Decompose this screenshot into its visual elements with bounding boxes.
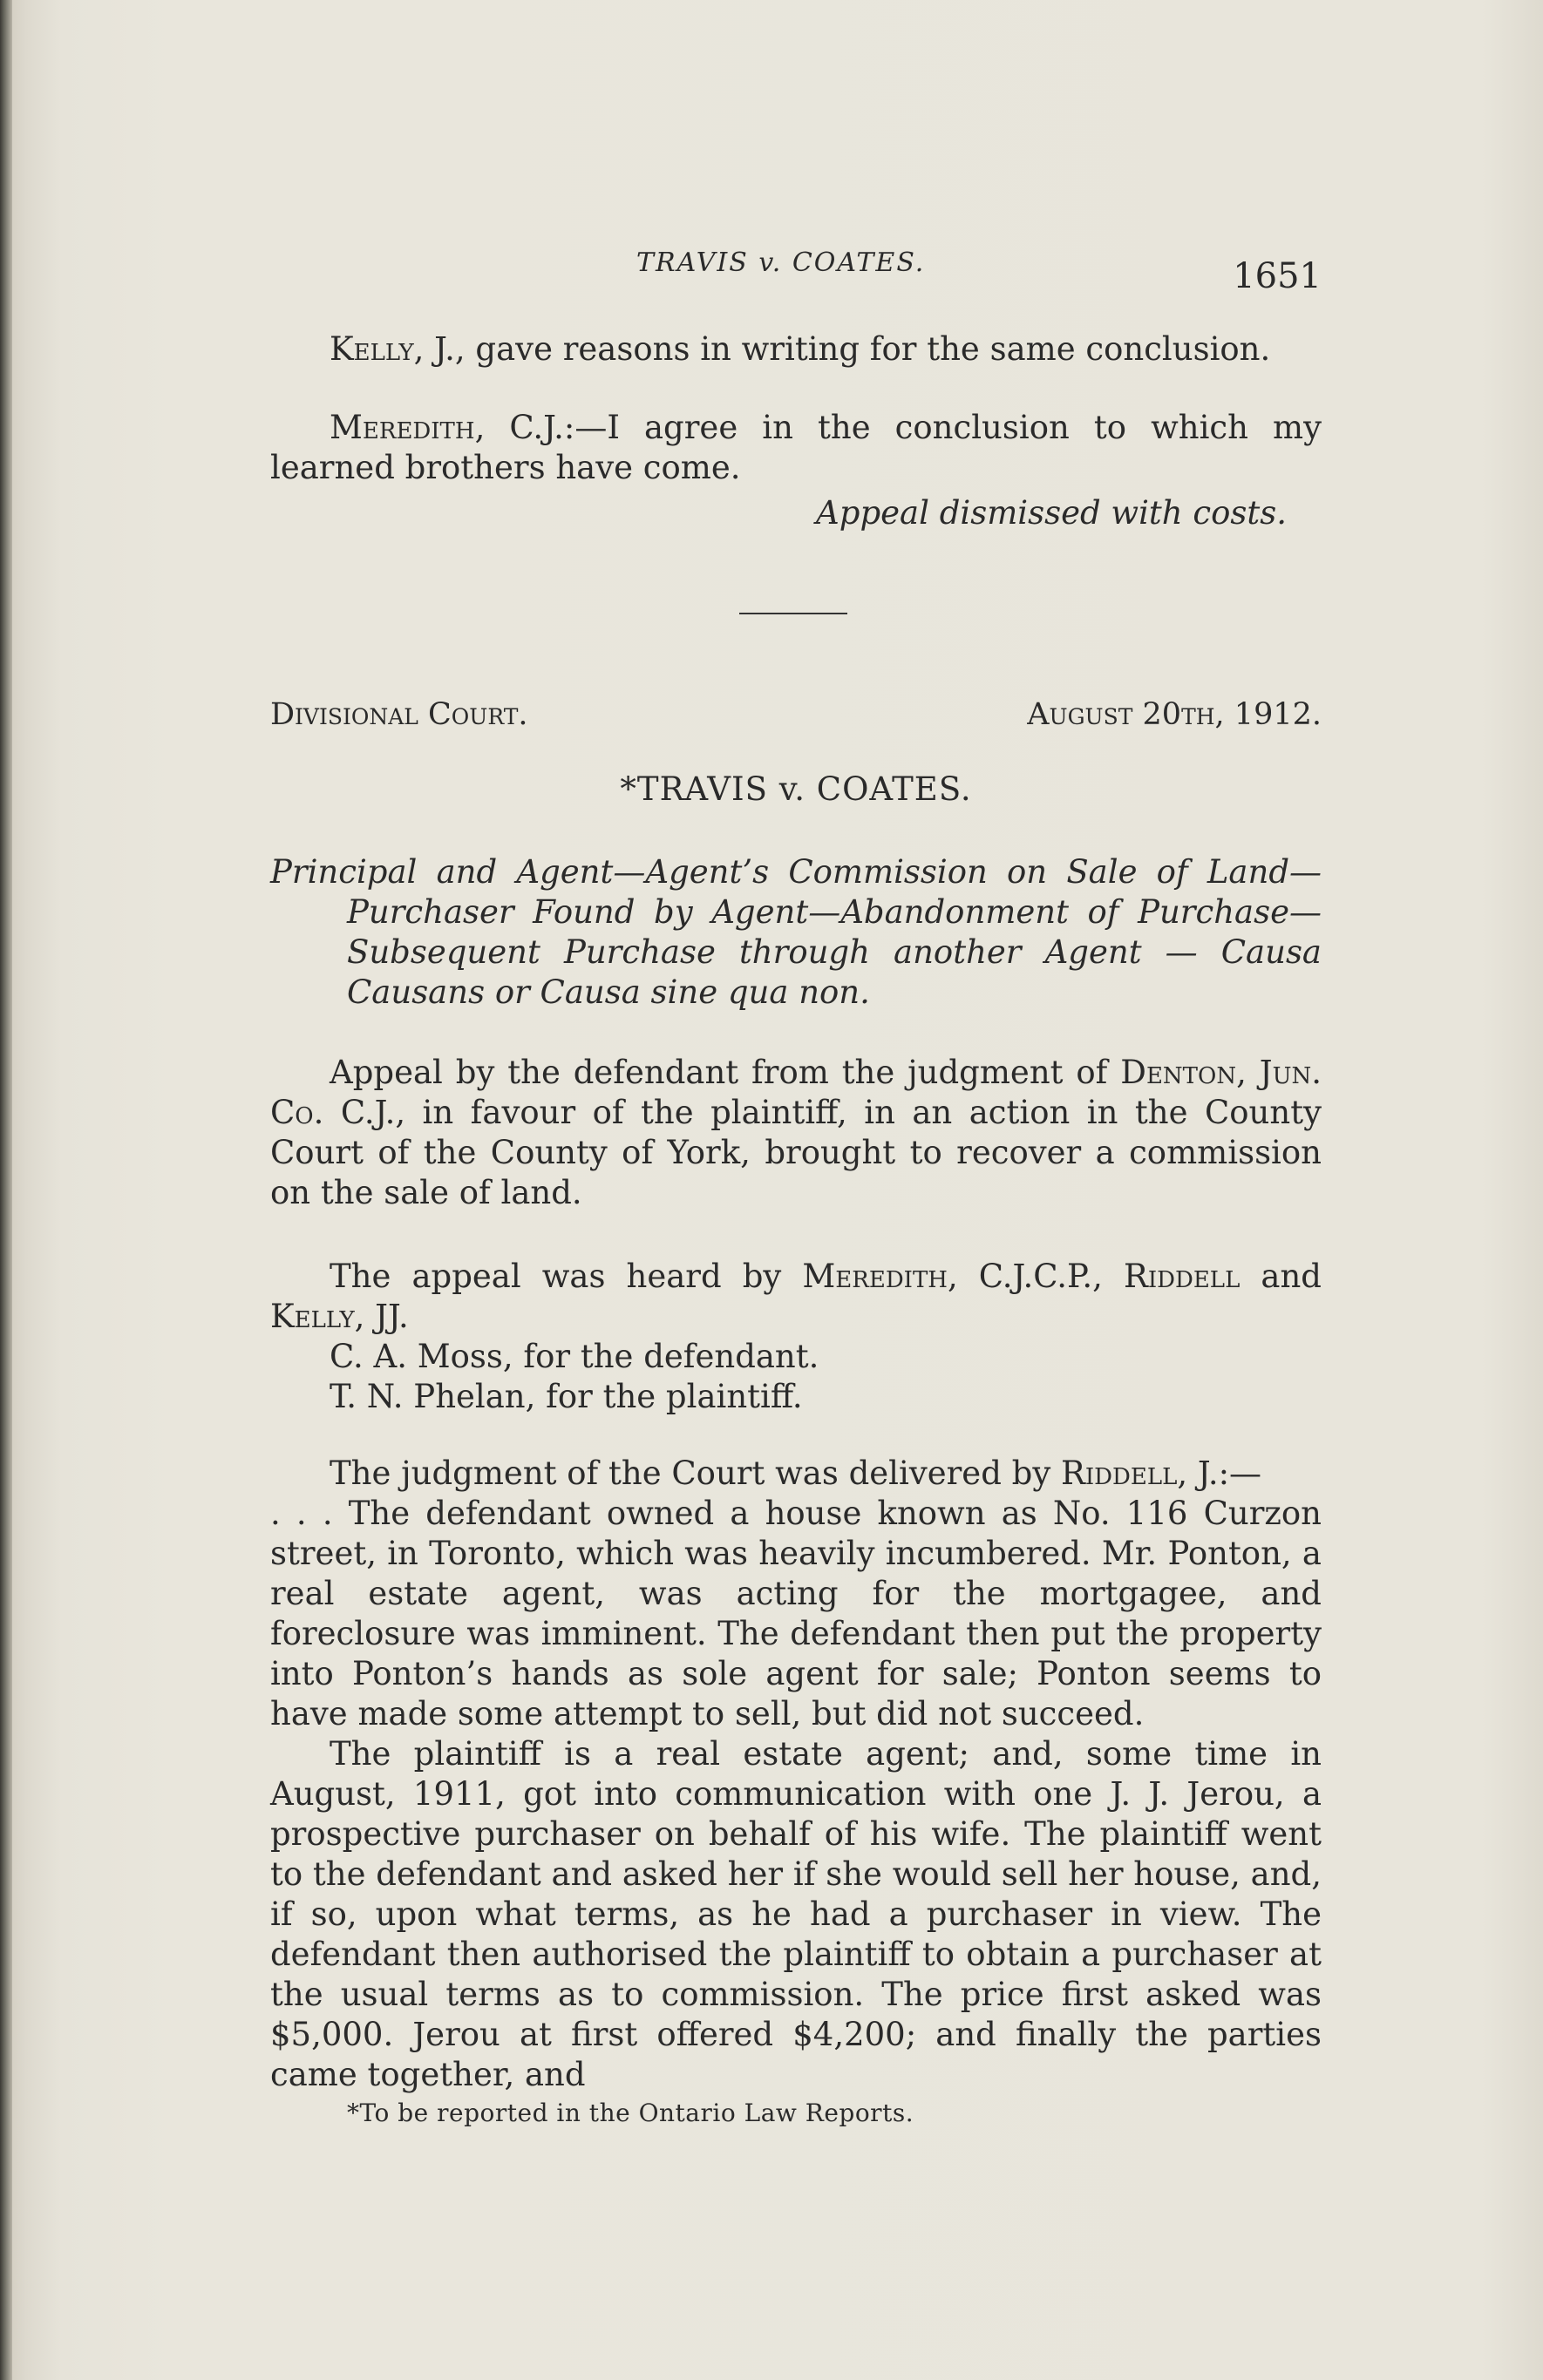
headnote: [270, 852, 1322, 1013]
text-run: and: [1240, 1258, 1322, 1295]
opinion-text: , J., gave reasons in writing for the same conclusion.: [413, 330, 1271, 368]
footnote: *To be reported in the Ontario Law Reports.: [347, 2099, 914, 2127]
judge-name: Meredith, C.J.C.P.: [802, 1258, 1093, 1295]
text-run: :—: [1218, 1454, 1262, 1492]
text-run: , in favour of the plaintiff, in an action in the County Court of the County of York, brought to recover a commission on the sale of land.: [270, 1094, 1322, 1211]
appeal-text: [270, 1053, 1322, 1213]
hearing-text: [270, 1257, 1322, 1337]
running-head: [270, 241, 1322, 296]
section-divider-rule: [739, 613, 847, 614]
text-run: The judgment of the Court was delivered by: [330, 1454, 1062, 1492]
judge-name: Riddell: [1124, 1258, 1241, 1295]
case-title: *TRAVIS v. COATES.: [620, 770, 972, 808]
disposition: Appeal dismissed with costs.: [816, 494, 1287, 532]
court-name: Divisional Court.: [270, 697, 528, 732]
counsel-plaintiff: T. N. Phelan, for the plaintiff.: [330, 1378, 803, 1415]
counsel-defendant: C. A. Moss, for the defendant.: [330, 1338, 819, 1375]
opinion-text: , C.J.:—I agree in the conclusion to which my learned brothers have come.: [270, 409, 1322, 486]
judge-name: Denton, Jun. Co. C.J.: [270, 1054, 1322, 1131]
judgment-paragraph-2: The plaintiff is a real estate agent; and, some time in August, 1911, got into communication with one J. J. Jerou, a prospective purchaser on behalf of his wife. The plaintiff went to the defendant and asked her if she would sell her house, and, if so, upon what terms, as he had a purchaser in view. The defendant then authorised the plaintiff to obtain a purchaser at the usual terms as to commission. The price first asked was $5,000. Jerou at first offered $4,200; and finally the parties came together, and: [270, 1735, 1322, 2093]
judgment-paragraph-1: . . . The defendant owned a house known as No. 116 Curzon street, in Toronto, which was heavily incumbered. Mr. Ponton, a real estate agent, was acting for the mortgagee, and foreclosure was imminent. The defendant then put the property into Ponton’s hands as sole agent for sale; Ponton seems to have made some attempt to sell, but did not succeed.: [270, 1495, 1322, 1732]
text-run: ,: [1092, 1258, 1124, 1295]
decision-date: August 20th, 1912.: [1027, 697, 1322, 732]
meredith-opinion: [270, 408, 1322, 488]
previous-case-conclusion: [270, 329, 1322, 533]
hearing-paragraph: [270, 1257, 1322, 1417]
appeal-paragraph: [270, 1053, 1322, 1213]
text-run: Appeal by the defendant from the judgment of: [330, 1054, 1121, 1091]
judge-name: Meredith: [330, 409, 475, 446]
text-run: The appeal was heard by: [330, 1258, 803, 1295]
headnote-text: Principal and Agent—Agent’s Commission on Sale of Land—Purchaser Found by Agent—Abandonment of Purchase—Subsequent Purchase through another Agent — Causa Causans or Causa sine qua non.: [270, 853, 1322, 1011]
court-date-line: [270, 697, 1322, 737]
running-head-title: TRAVIS v. COATES.: [636, 247, 926, 278]
page-number: 1651: [1233, 256, 1322, 296]
page-binding-edge: [0, 0, 12, 2380]
judgment-intro: [270, 1454, 1322, 1494]
judge-name: Kelly: [330, 330, 414, 368]
judge-name: Riddell, J.: [1061, 1454, 1219, 1492]
judge-name: Kelly, JJ.: [270, 1298, 409, 1335]
judgment: [270, 1454, 1322, 2095]
kelly-opinion: [270, 329, 1322, 370]
